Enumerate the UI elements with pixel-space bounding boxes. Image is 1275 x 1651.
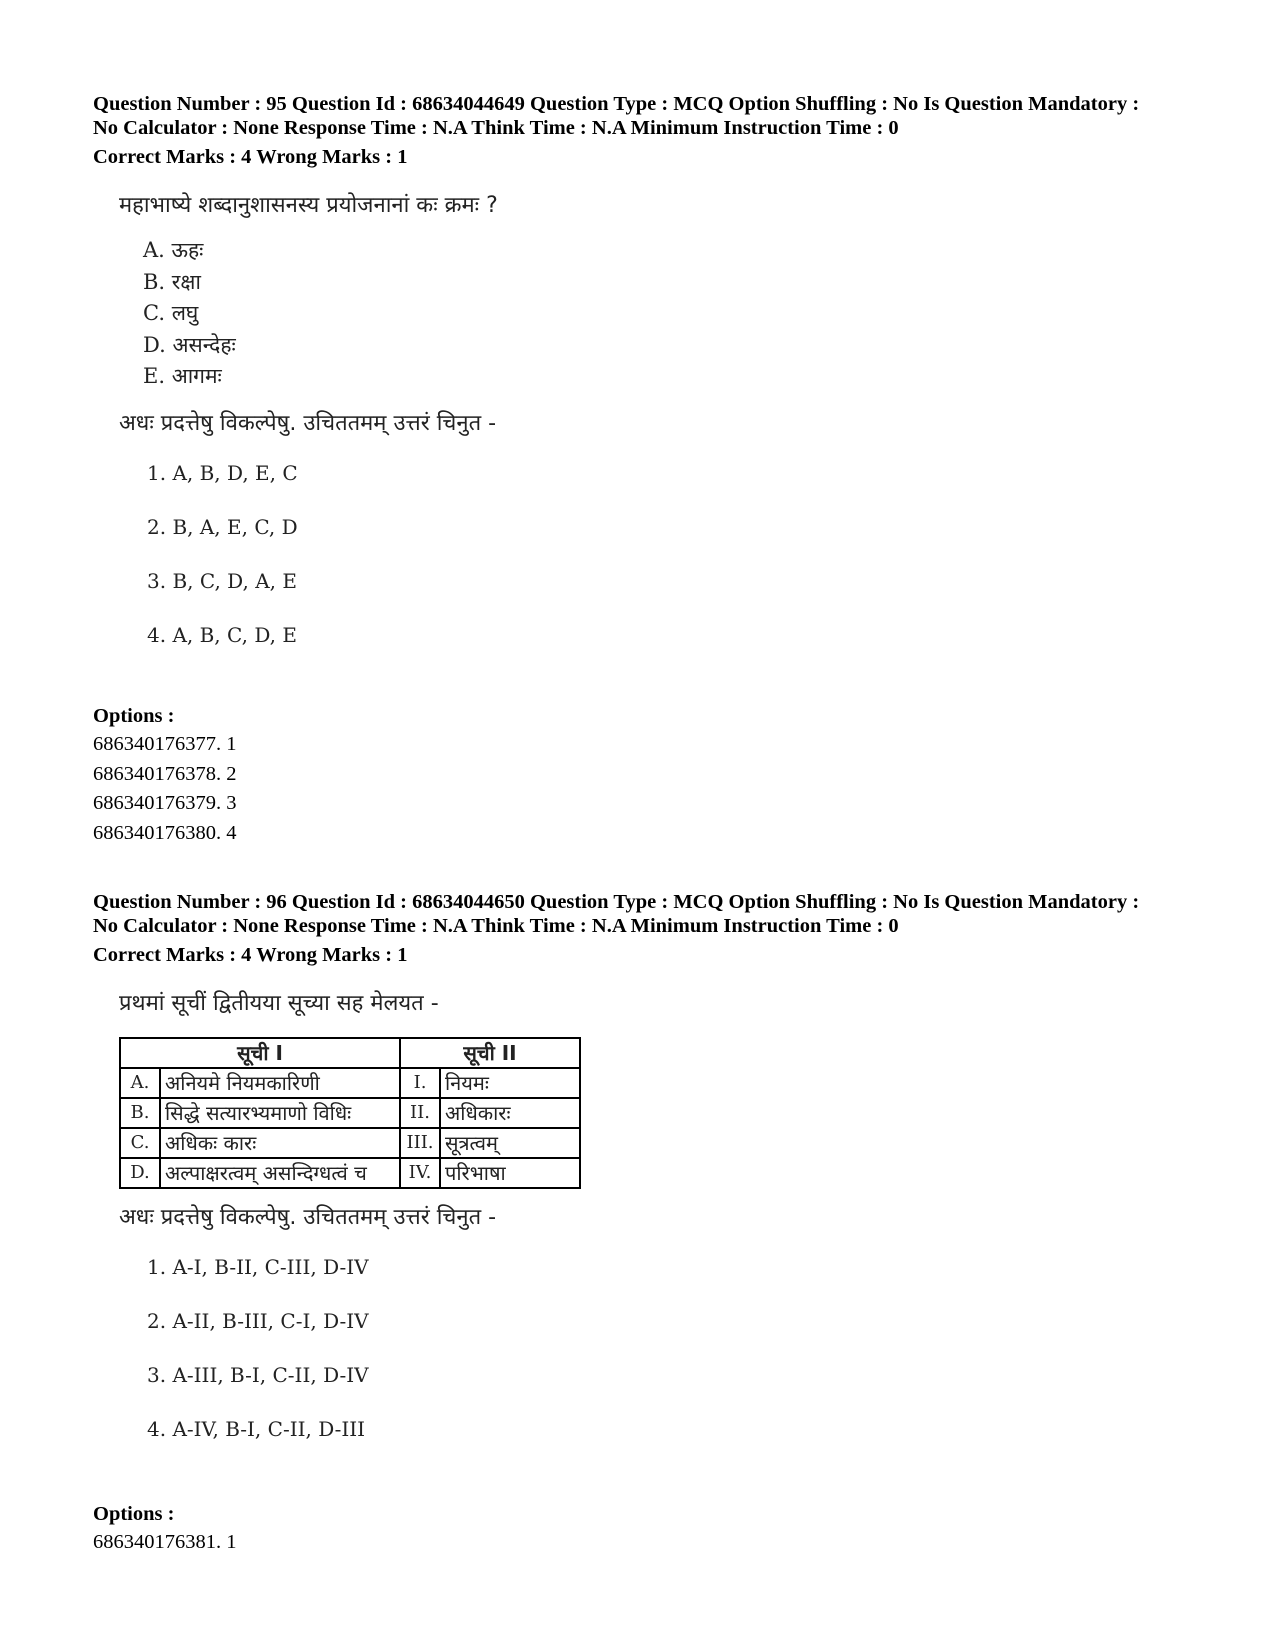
- item-text: आगमः: [171, 364, 222, 388]
- list-item: [143, 330, 1213, 362]
- row-value: अधिकारः: [440, 1098, 580, 1128]
- instruction: अधः प्रदत्तेषु विकल्पेषु. उचिततमम् उत्तरं चिनुत -: [119, 410, 497, 436]
- row-key: D.: [120, 1158, 160, 1188]
- choice-item: 4. A, B, C, D, E: [147, 622, 297, 647]
- table-row: [120, 1128, 580, 1158]
- row-value: नियमः: [440, 1068, 580, 1098]
- list-item: [143, 267, 1213, 299]
- item-key: B.: [143, 269, 166, 294]
- choice-list: [119, 1255, 1213, 1471]
- match-table: [119, 1037, 581, 1189]
- question-body: [119, 989, 1213, 1471]
- row-value: सिद्धे सत्यारभ्यमाणो विधिः: [160, 1098, 400, 1128]
- row-key: III.: [400, 1128, 440, 1158]
- item-key: A.: [143, 238, 165, 262]
- question-95: [93, 92, 1213, 677]
- option-id-item: 686340176379. 3: [93, 792, 237, 814]
- options-96: [93, 1502, 1213, 1558]
- question-stem: प्रथमां सूचीं द्वितीयया सूच्या सह मेलयत -: [119, 991, 439, 1016]
- table-row: [120, 1068, 580, 1098]
- instruction: अधः प्रदत्तेषु विकल्पेषु. उचिततमम् उत्तरं चिनुत -: [119, 1205, 497, 1230]
- marks-line: Correct Marks : 4 Wrong Marks : 1: [93, 146, 408, 168]
- option-id-item: 686340176377. 1: [93, 733, 237, 755]
- row-key: A.: [120, 1068, 160, 1098]
- row-value: अनियमे नियमकारिणी: [160, 1068, 400, 1098]
- choice-list: [119, 461, 1213, 677]
- row-value: सूत्रत्वम्: [440, 1128, 580, 1158]
- item-text: असन्देहः: [172, 332, 236, 357]
- row-key: II.: [400, 1098, 440, 1128]
- options-heading: Options :: [93, 1503, 175, 1525]
- option-id-item: 686340176381. 1: [93, 1531, 237, 1553]
- meta-line-1: Question Number : 95 Question Id : 68634044649 Question Type : MCQ Option Shuffling : No Is Question Mandatory :: [93, 93, 1140, 115]
- row-key: IV.: [400, 1158, 440, 1188]
- row-key: B.: [120, 1098, 160, 1128]
- row-key: C.: [120, 1128, 160, 1158]
- row-value: अल्पाक्षरत्वम् असन्दिग्धत्वं च: [160, 1158, 400, 1188]
- table-row: [120, 1098, 580, 1128]
- row-value: अधिकः कारः: [160, 1128, 400, 1158]
- item-text: ऊहः: [171, 238, 204, 262]
- meta-line-1: Question Number : 96 Question Id : 68634044650 Question Type : MCQ Option Shuffling : No Is Question Mandatory :: [93, 891, 1140, 913]
- item-text: लघु: [171, 301, 199, 325]
- question-stem: महाभाष्ये शब्दानुशासनस्य प्रयोजनानां कः क्रमः ?: [119, 193, 498, 218]
- column-header: सूची I: [120, 1038, 400, 1068]
- option-id-list: [93, 1528, 1213, 1558]
- option-id-item: 686340176378. 2: [93, 762, 237, 785]
- choice-item: 1. A-I, B-II, C-III, D-IV: [147, 1255, 369, 1279]
- item-key: C.: [143, 301, 165, 325]
- question-96: [93, 890, 1213, 1471]
- item-list: [119, 235, 1213, 393]
- option-id-list: [93, 730, 1213, 848]
- meta-line-2: No Calculator : None Response Time : N.A Think Time : N.A Minimum Instruction Time : 0: [93, 117, 899, 139]
- option-id-item: 686340176380. 4: [93, 821, 237, 844]
- row-value: परिभाषा: [440, 1158, 580, 1188]
- choice-item: 2. B, A, E, C, D: [147, 514, 298, 539]
- row-key: I.: [400, 1068, 440, 1098]
- question-body: [119, 191, 1213, 677]
- list-item: [143, 235, 1213, 267]
- table-header-row: [120, 1038, 580, 1068]
- choice-item: 2. A-II, B-III, C-I, D-IV: [147, 1309, 369, 1333]
- options-95: [93, 704, 1213, 848]
- table-row: [120, 1158, 580, 1188]
- question-meta: [93, 92, 1213, 140]
- question-meta: [93, 890, 1213, 938]
- choice-item: 3. A-III, B-I, C-II, D-IV: [147, 1363, 369, 1387]
- choice-item: 3. B, C, D, A, E: [147, 568, 297, 593]
- meta-line-2: No Calculator : None Response Time : N.A Think Time : N.A Minimum Instruction Time : 0: [93, 915, 899, 937]
- item-key: D.: [143, 332, 166, 357]
- choice-item: 1. A, B, D, E, C: [147, 460, 298, 485]
- column-header: सूची II: [400, 1038, 580, 1068]
- marks-line: Correct Marks : 4 Wrong Marks : 1: [93, 944, 408, 966]
- item-key: E.: [143, 364, 166, 388]
- choice-item: 4. A-IV, B-I, C-II, D-III: [147, 1417, 366, 1441]
- item-text: रक्षा: [171, 269, 201, 294]
- options-heading: Options :: [93, 705, 175, 727]
- list-item: [143, 361, 1213, 393]
- list-item: [143, 298, 1213, 330]
